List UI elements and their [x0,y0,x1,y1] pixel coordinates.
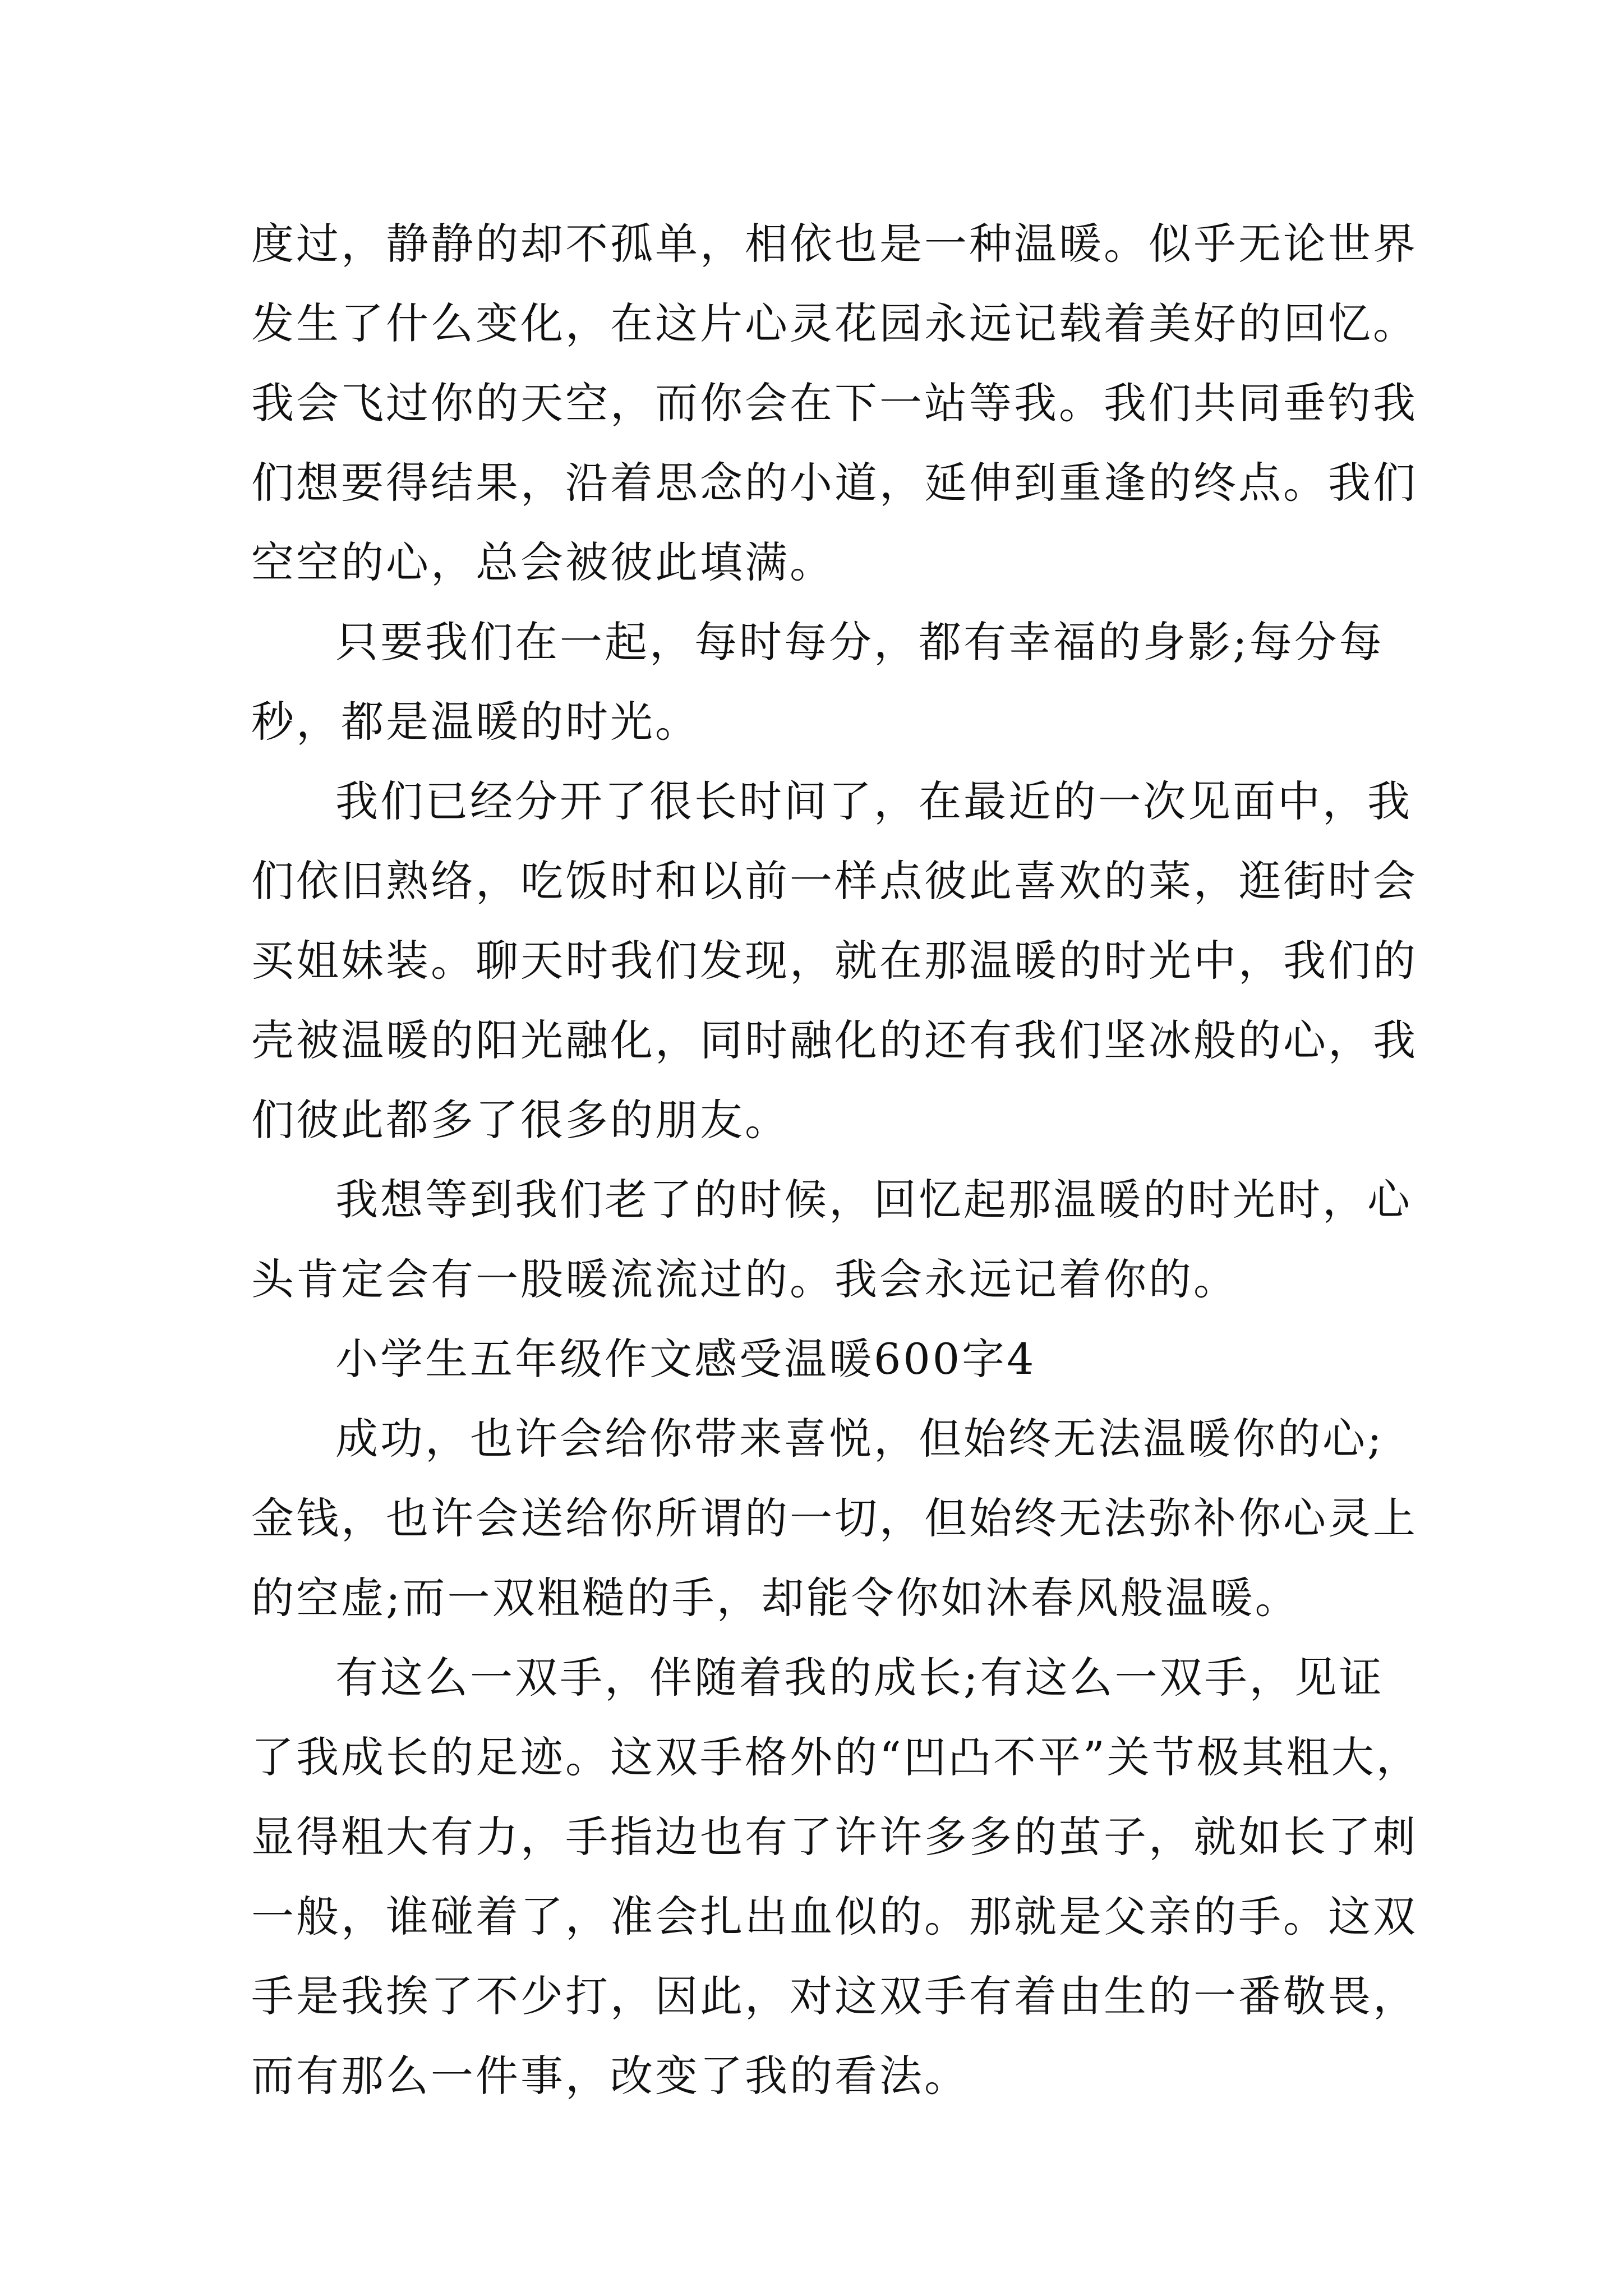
text-line: 秒，都是温暖的时光。 [251,697,700,747]
text-line: 显得粗大有力，手指边也有了许许多多的茧子，就如长了刺 [251,1812,1418,1862]
text-line: 我会飞过你的天空，而你会在下一站等我。我们共同垂钓我 [251,378,1418,428]
document-body [251,204,1421,2116]
text-line: 的空虚;而一双粗糙的手，却能令你如沐春风般温暖。 [251,1573,1300,1623]
paragraph-first-line: 我们已经分开了很长时间了，在最近的一次见面中，我 [335,776,1412,826]
paragraph-first-line: 成功，也许会给你带来喜悦，但始终无法温暖你的心; [335,1414,1384,1464]
text-line: 们想要得结果，沿着思念的小道，延伸到重逢的终点。我们 [251,458,1418,508]
text-line: 买姐妹装。聊天时我们发现，就在那温暖的时光中，我们的 [251,936,1418,986]
text-line: 一般，谁碰着了，准会扎出血似的。那就是父亲的手。这双 [251,1892,1418,1941]
text-line: 发生了什么变化，在这片心灵花园永远记载着美好的回忆。 [251,298,1418,348]
text-line: 头肯定会有一股暖流流过的。我会永远记着你的。 [251,1254,1238,1304]
text-line: 们彼此都多了很多的朋友。 [251,1095,790,1145]
paragraph-first-line: 我想等到我们老了的时候，回忆起那温暖的时光时，心 [335,1175,1412,1225]
paragraph-first-line: 有这么一双手，伴随着我的成长;有这么一双手，见证 [335,1653,1384,1703]
text-line: 度过，静静的却不孤单，相依也是一种温暖。似乎无论世界 [251,219,1418,269]
text-line: 空空的心，总会被彼此填满。 [251,537,834,587]
text-line: 壳被温暖的阳光融化，同时融化的还有我们坚冰般的心，我 [251,1015,1418,1065]
paragraph-first-line: 只要我们在一起，每时每分，都有幸福的身影;每分每 [335,617,1384,667]
text-line: 而有那么一件事，改变了我的看法。 [251,2051,969,2101]
text-line: 金钱，也许会送给你所谓的一切，但始终无法弥补你心灵上 [251,1493,1418,1543]
section-heading: 小学生五年级作文感受温暖600字4 [335,1334,1036,1384]
text-line: 们依旧熟络，吃饭时和以前一样点彼此喜欢的菜，逛街时会 [251,856,1418,906]
text-line: 了我成长的足迹。这双手格外的“凹凸不平”关节极其粗大， [251,1732,1421,1782]
text-line: 手是我挨了不少打，因此，对这双手有着由生的一番敬畏， [251,1971,1418,2021]
